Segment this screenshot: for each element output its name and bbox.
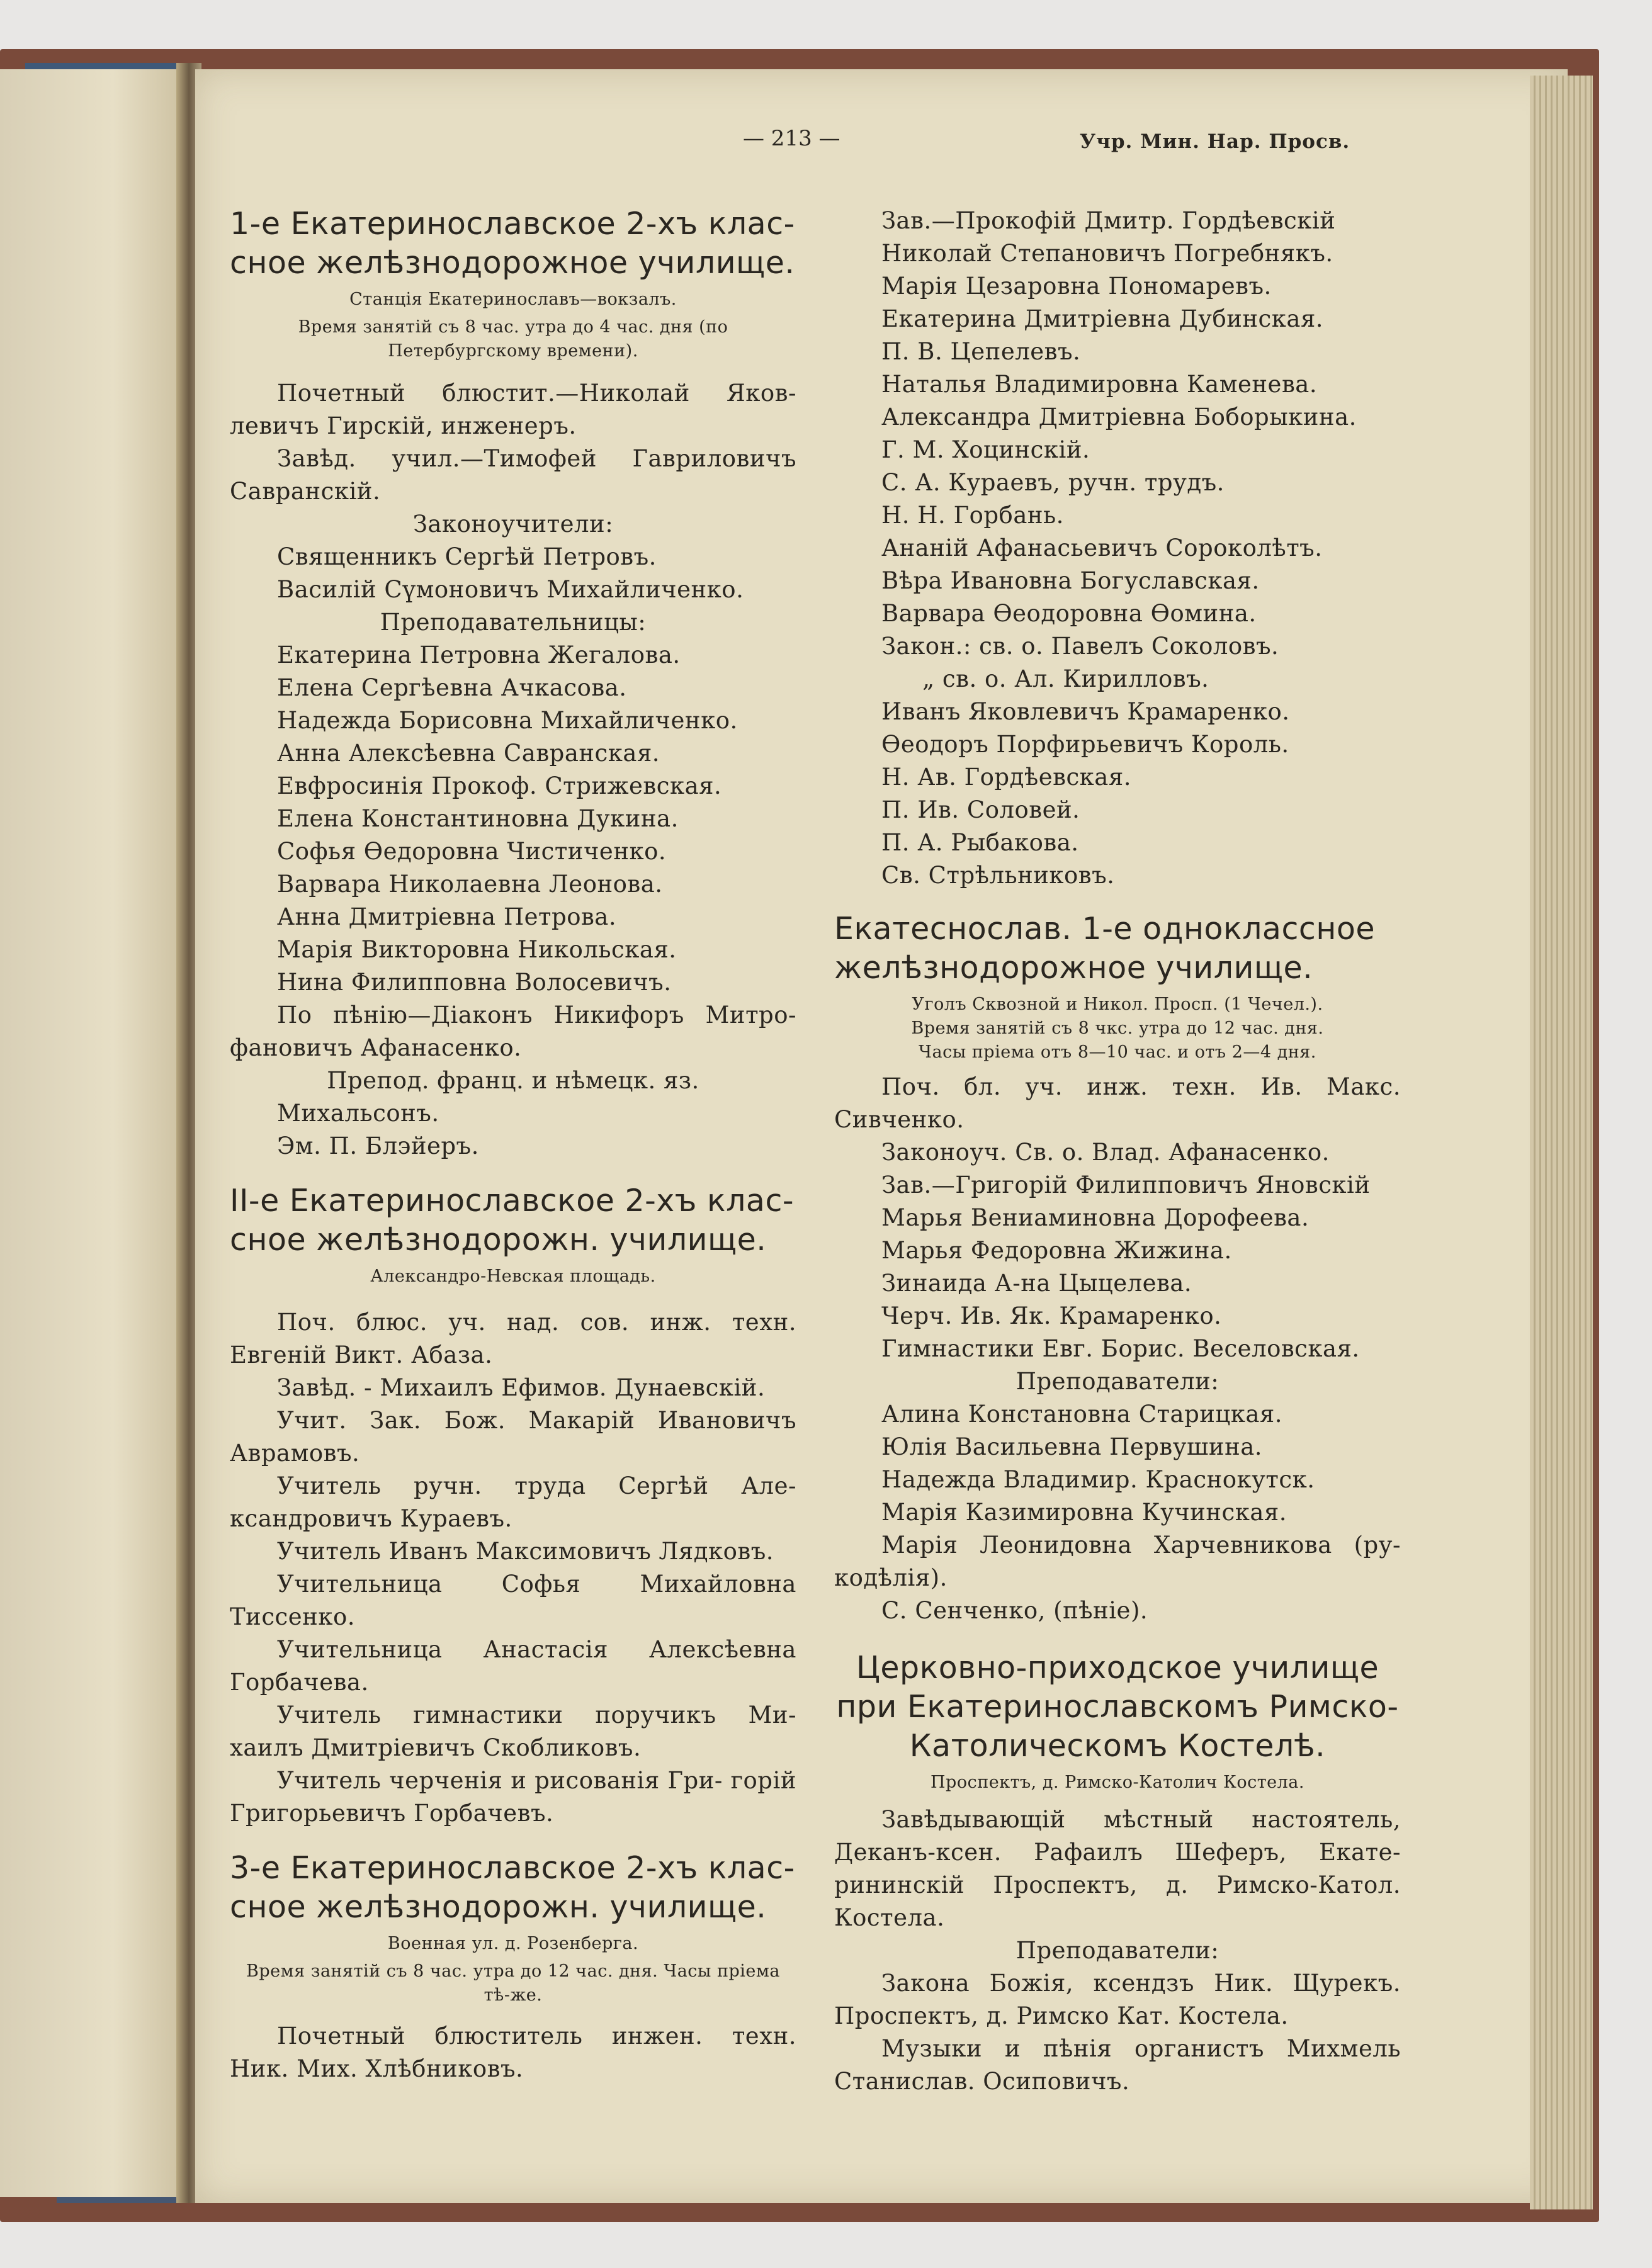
entry: Иванъ Яковлевичъ Крамаренко. [881,698,1290,725]
section-title: Церковно-приходское училище при Екатеринославскомъ Римско-Католическомъ Костелѣ. [836,1650,1399,1764]
address: Уголъ Сквозной и Никол. Просп. (1 Чечел.). [912,995,1323,1014]
entry: П. Ив. Соловей. [881,796,1080,823]
entry: Анна Алексѣевна Савранская. [277,740,660,767]
entry: Законоуч. Св. о. Влад. Афанасенко. [881,1139,1330,1166]
entry: Марія Викторовна Никольская. [277,936,677,963]
school-hours: Время занятій съ 8 час. утра до 12 час. дня. Часы пріема тѣ-же. [246,1961,780,2005]
entry: Елена Сергѣевна Ачкасова. [277,674,627,701]
entry: Учитель гимнастики поручикъ Ми- хаилъ Дмитріевичъ Скобликовъ. [230,1701,796,1761]
entry: Марья Федоровна Жижина. [881,1237,1232,1264]
entry: Варвара Өеодоровна Өомина. [881,600,1257,627]
section-4 [834,910,1401,1627]
entry: Почетный блюстит.—Николай Яков- левичъ Гирскій, инженеръ. [230,380,796,439]
entry: Учитель Иванъ Максимовичъ Лядковъ. [277,1538,774,1565]
entry: Закона Божія, ксендзъ Ник. Щурекъ. Проспектъ, д. Римско Кат. Костела. [834,1970,1401,2029]
entry: Марія Цезаровна Пономаревъ. [881,273,1272,300]
entry: Г. М. Хоцинскій. [881,436,1090,463]
section-2 [230,1182,796,1830]
entry: Поч. блюс. уч. над. сов. инж. техн. Евгеній Викт. Абаза. [230,1309,796,1368]
address: Военная ул. д. Розенберга. [387,1934,639,1953]
entry: Зав.—Григорій Филипповичъ Яновскій [881,1171,1371,1199]
entry: Завѣд. - Михаилъ Ефимов. Дунаевскій. [277,1374,766,1401]
entry: Учитель ручн. труда Сергѣй Але- ксандровичъ Кураевъ. [230,1472,796,1532]
school-hours: Время занятій съ 8 чкс. утра до 12 час. дня. [911,1018,1324,1038]
entry: С. Сенченко, (пѣніе). [881,1597,1148,1624]
entry: П. В. Цепелевъ. [881,338,1081,365]
entry: Ананій Афанасьевичъ Сороколѣтъ. [881,534,1323,561]
entry: „ св. о. Ал. Кирилловъ. [922,665,1209,692]
entry: Марья Вениаминовна Дорофеева. [881,1204,1310,1231]
right-column [834,205,1401,2098]
entry: Завѣдывающій мѣстный настоятель, Деканъ-ксен. Рафаилъ Шеферъ, Екате- рининскій Проспектъ, д. Римско-Катол. Костела. [834,1806,1401,1931]
entry: Марія Леонидовна Харчевникова (ру- кодѣлія). [834,1532,1401,1591]
school-hours: Время занятій съ 8 час. утра до 4 час. дня (по Петербургскому времени). [298,317,728,361]
page-edges [1530,76,1593,2209]
entry: Н. Н. Горбань. [881,502,1064,529]
entry: Василій Сүмоновичъ Михайличенко. [277,576,744,603]
station: Станція Екатеринославъ—вокзалъ. [349,290,677,309]
left-column [230,205,796,2085]
entry: П. А. Рыбакова. [881,829,1079,856]
entry: Өеодоръ Порфирьевичъ Король. [881,731,1289,758]
section-1 [230,205,796,1163]
section-title: II-е Екатеринославское 2-хъ клас- сное желѣзнодорожн. училище. [230,1183,795,1258]
entry: Поч. бл. уч. инж. техн. Ив. Макс. Сивченко. [834,1073,1401,1133]
entry: Музыки и пѣнія органистъ Михмель Станислав. Осиповичъ. [834,2035,1401,2095]
section-title: Екатеснослав. 1-е одноклассное желѣзнодорожное училище. [834,911,1375,986]
entry: Завѣд. учил.—Тимофей Гавриловичъ Савранскій. [230,445,796,505]
entry: Священникъ Сергѣй Петровъ. [277,543,657,570]
entry: Александра Дмитріевна Боборыкина. [881,403,1357,431]
entry: Учит. Зак. Бож. Макарій Ивановичъ Аврамовъ. [230,1407,796,1467]
entry: Наталья Владимировна Каменева. [881,371,1318,398]
subheading: Законоучители: [412,511,614,538]
entry: Екатерина Дмитріевна Дубинская. [881,305,1324,332]
entry: Учительница Анастасія Алексѣевна Горбачева. [230,1636,796,1696]
entry: Марія Казимировна Кучинская. [881,1499,1287,1526]
entry: Почетный блюститель инжен. техн. Ник. Мих. Хлѣбниковъ. [230,2023,796,2082]
entry: Варвара Николаевна Леонова. [277,871,663,898]
entry: Вѣра Ивановна Богуславская. [881,567,1260,594]
entry: Н. Ав. Гордѣевская. [881,764,1131,791]
entry: Нина Филипповна Волосевичъ. [277,969,672,996]
entry: Учитель черченія и рисованія Гри- горій Григорьевичъ Горбачевъ. [230,1767,796,1827]
entry: Зинаида А-на Цыцелева. [881,1270,1192,1297]
section-title: 3-е Екатеринославское 2-хъ клас- сное желѣзнодорожн. училище. [230,1850,795,1925]
subheading: Преподаватели: [1016,1937,1219,1964]
entry: Учительница Софья Михайловна Тиссенко. [230,1571,796,1630]
address: Александро-Невская площадь. [370,1267,656,1286]
entry: Анна Дмитріевна Петрова. [277,903,617,930]
facing-page [0,69,189,2197]
section-title: 1-е Екатеринославское 2-хъ клас- сное желѣзнодорожное училище. [230,206,795,281]
entry: Екатерина Петровна Жегалова. [277,641,681,669]
entry: Закон.: св. о. Павелъ Соколовъ. [881,633,1279,660]
entry: Надежда Борисовна Михайличенко. [277,707,738,734]
entry: Юлія Васильевна Первушина. [881,1433,1263,1460]
reception-hours: Часы пріема отъ 8—10 час. и отъ 2—4 дня. [919,1042,1316,1062]
entry: Николай Степановичъ Погребнякъ. [881,240,1333,267]
entry: Алина Констановна Старицкая. [881,1401,1283,1428]
entry: Софья Өедоровна Чистиченко. [277,838,667,865]
running-title: Учр. Мин. Нар. Просв. [1080,130,1350,153]
entry: Гимнастики Евг. Борис. Веселовская. [881,1335,1360,1362]
section-3 [230,1849,796,2085]
entry: Евфросинія Прокоф. Стрижевская. [277,772,722,799]
subheading: Преподавательницы: [380,609,647,636]
section-1-continued [834,205,1401,892]
address: Проспектъ, д. Римско-Католич Костела. [931,1773,1304,1792]
entry: Черч. Ив. Як. Крамаренко. [881,1302,1222,1329]
entry: Михальсонъ. [277,1100,439,1127]
subheading: Препод. франц. и нѣмецк. яз. [327,1067,699,1094]
entry: Елена Константиновна Дукина. [277,805,679,832]
entry: По пѣнію—Діаконъ Никифоръ Митро- фановичъ Афанасенко. [230,1001,796,1061]
entry: Эм. П. Блэйеръ. [277,1132,479,1159]
entry: Зав.—Прокофій Дмитр. Гордѣевскій [881,207,1336,234]
entry: Надежда Владимир. Краснокутск. [881,1466,1315,1493]
entry: Св. Стрѣльниковъ. [881,862,1115,889]
subheading: Преподаватели: [1016,1368,1219,1395]
entry: С. А. Кураевъ, ручн. трудъ. [881,469,1225,496]
section-5 [834,1649,1401,2098]
page-number: — 213 — [743,126,840,151]
